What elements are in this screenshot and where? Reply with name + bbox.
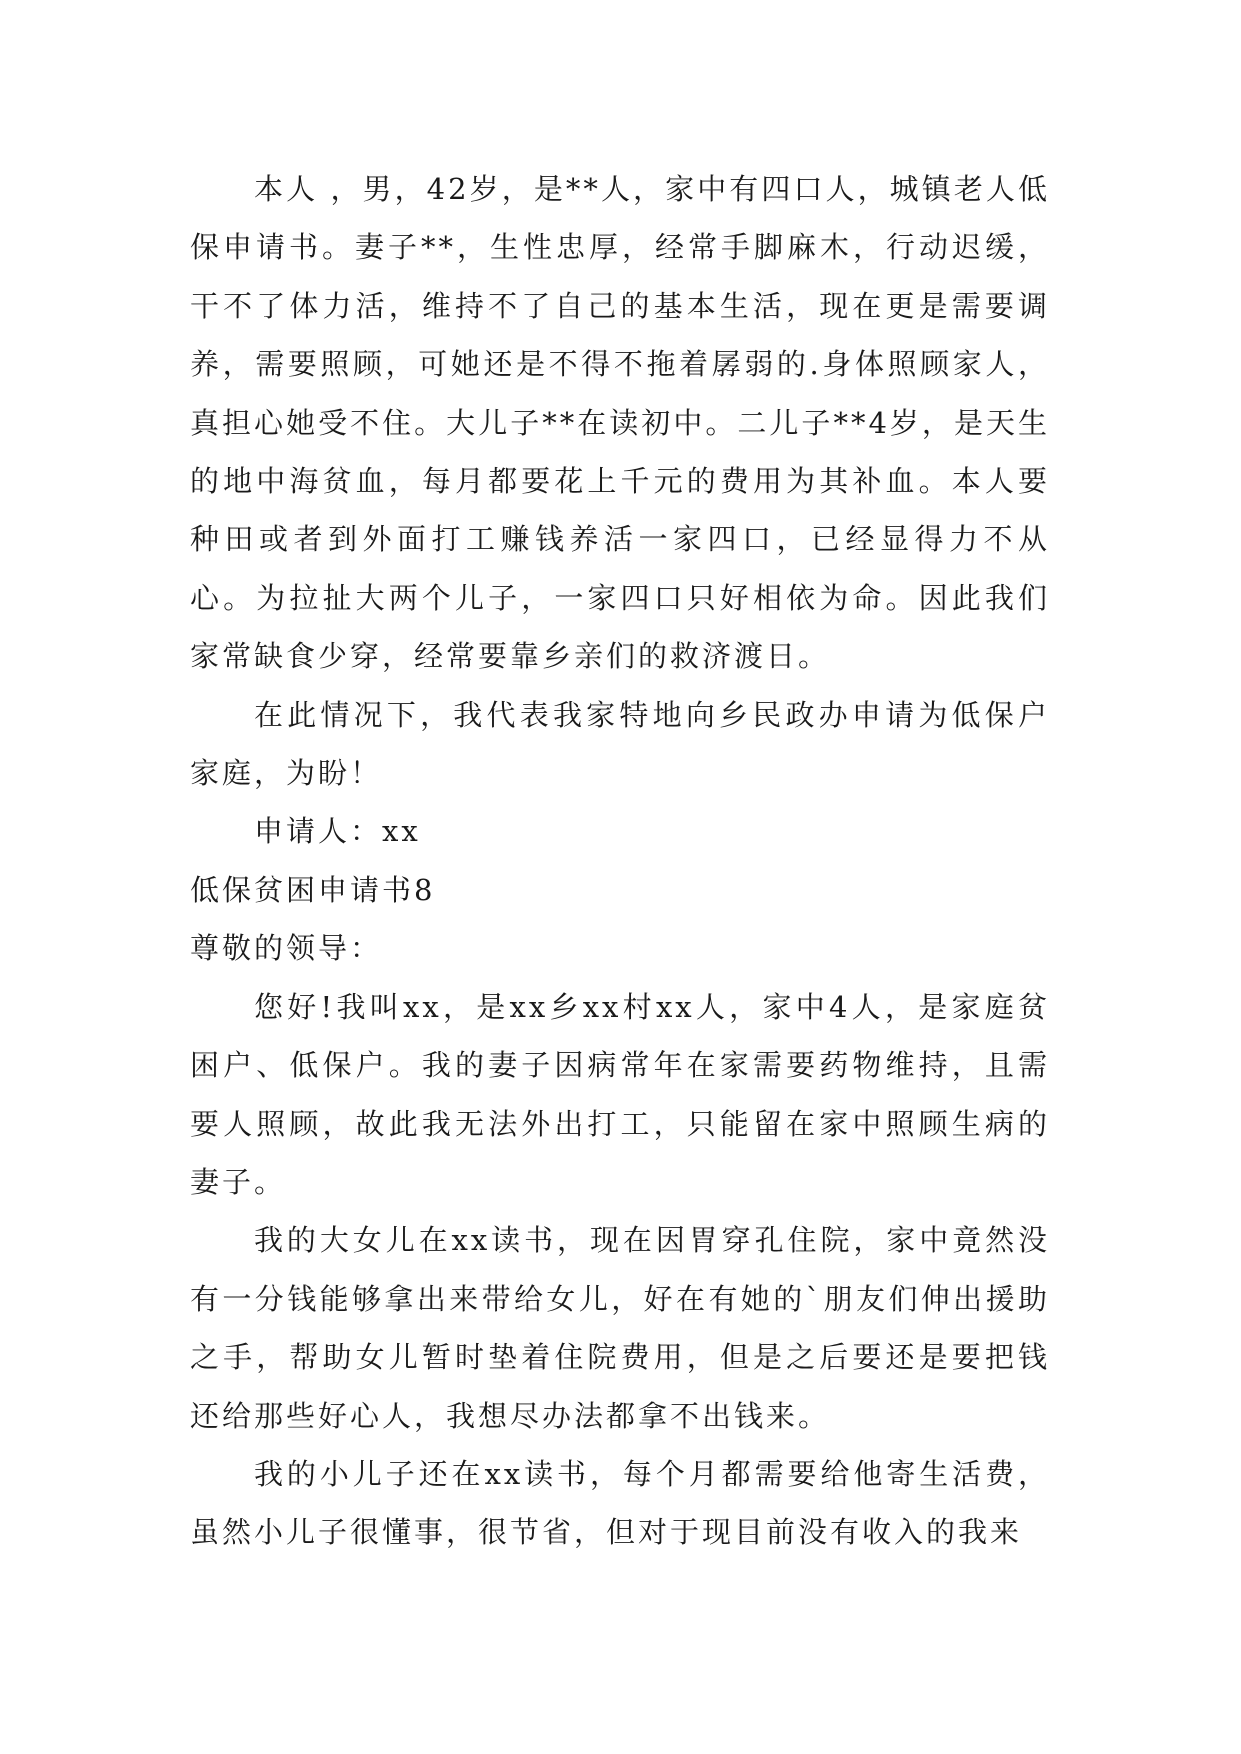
document-body <box>190 160 1050 1562</box>
paragraph-4: 我的大女儿在xx读书，现在因胃穿孔住院，家中竟然没有一分钱能够拿出来带给女儿，好在有她的`朋友们伸出援助之手，帮助女儿暂时垫着住院费用，但是之后要还是要把钱还给那些好心人，我想尽办法都拿不出钱来。 <box>190 1223 1050 1433</box>
paragraph-5: 我的小儿子还在xx读书，每个月都需要给他寄生活费，虽然小儿子很懂事，很节省，但对于现目前没有收入的我来 <box>190 1456 1050 1550</box>
salutation: 尊敬的领导： <box>190 931 383 966</box>
paragraph-3: 您好!我叫xx，是xx乡xx村xx人，家中4人，是家庭贫困户、低保户。我的妻子因病常年在家需要药物维持，且需要人照顾，故此我无法外出打工，只能留在家中照顾生病的妻子。 <box>190 989 1050 1199</box>
applicant-line: 申请人：xx <box>254 814 421 849</box>
paragraph-2: 在此情况下，我代表我家特地向乡民政办申请为低保户家庭，为盼！ <box>190 697 1050 791</box>
paragraph-1: 本人 ，男，42岁，是**人，家中有四口人，城镇老人低保申请书。妻子**，生性忠厚，经常手脚麻木，行动迟缓，干不了体力活，维持不了自己的基本生活，现在更是需要调养，需要照顾，可她还是不得不拖着孱弱的.身体照顾家人，真担心她受不住。大儿子**在读初中。二儿子**4岁，是天生的地中海贫血，每月都要花上千元的费用为其补血。本人要种田或者到外面打工赚钱养活一家四口，已经显得力不从心。为拉扯大两个儿子，一家四口只好相依为命。因此我们家常缺食少穿，经常要靠乡亲们的救济渡日。 <box>190 172 1050 674</box>
section-title: 低保贫困申请书8 <box>190 872 436 907</box>
